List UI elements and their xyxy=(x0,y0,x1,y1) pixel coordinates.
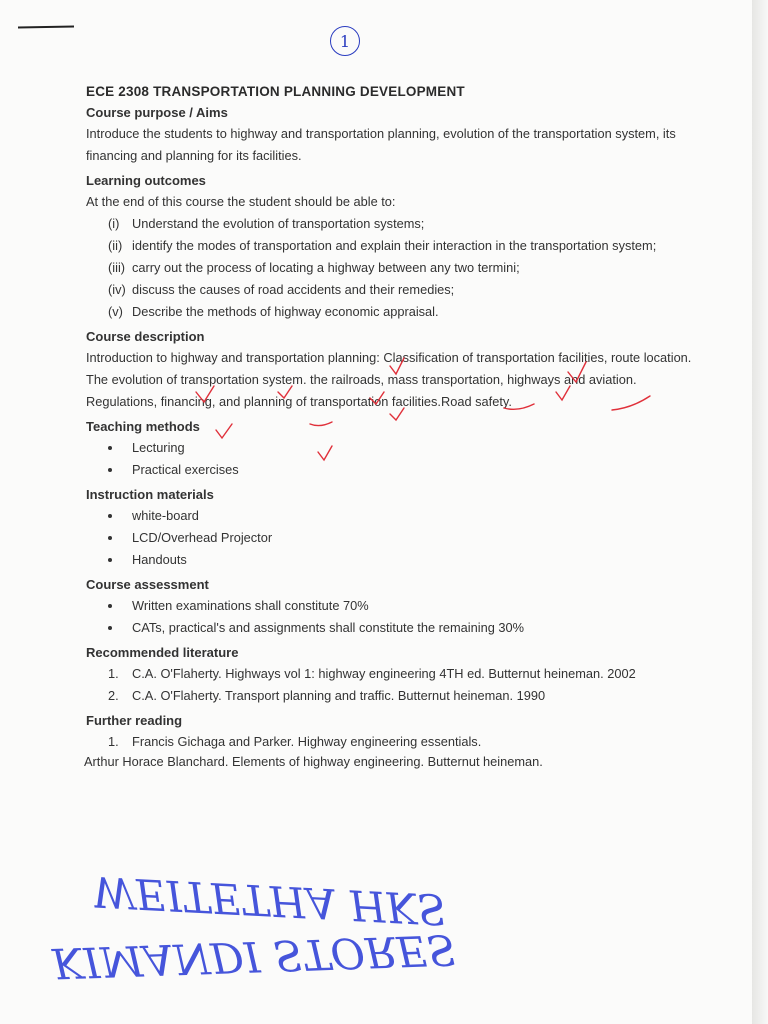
handwritten-page-number xyxy=(330,26,360,56)
course-purpose-heading: Course purpose / Aims xyxy=(86,105,228,120)
course-purpose-text: Introduce the students to highway and transportation planning, evolution of the transportation system, its financing and planning for its facilities. xyxy=(86,126,676,163)
list-item-text: Handouts xyxy=(132,552,187,567)
list-item xyxy=(108,213,696,235)
learning-outcomes-list xyxy=(86,213,696,323)
bullet-icon xyxy=(108,446,112,450)
document-body xyxy=(86,84,696,773)
list-item-text: carry out the process of locating a highway between any two termini; xyxy=(132,260,520,275)
list-item xyxy=(108,505,696,527)
list-item xyxy=(108,685,696,707)
list-item xyxy=(108,301,696,323)
list-item-text: discuss the causes of road accidents and their remedies; xyxy=(132,282,455,297)
handwriting-line: WEITETHA HKS xyxy=(90,866,448,935)
learning-outcomes-intro: At the end of this course the student should be able to: xyxy=(86,194,396,209)
page-number-text: 1 xyxy=(339,31,351,51)
list-marker: (ii) xyxy=(108,238,123,253)
list-item-text: Francis Gichaga and Parker. Highway engineering essentials. xyxy=(132,734,482,749)
bullet-icon xyxy=(108,514,112,518)
list-item-text: LCD/Overhead Projector xyxy=(132,530,273,545)
bullet-icon xyxy=(108,468,112,472)
handwriting-line: KIMANDI STORES xyxy=(51,924,457,989)
list-marker: (iii) xyxy=(108,260,126,275)
further-reading-list xyxy=(86,731,696,753)
list-item xyxy=(108,595,696,617)
bullet-icon xyxy=(108,626,112,630)
list-item xyxy=(108,731,696,753)
teaching-methods-heading: Teaching methods xyxy=(86,419,200,434)
list-marker: (v) xyxy=(108,304,123,319)
list-item-text: Describe the methods of highway economic appraisal. xyxy=(132,304,439,319)
list-item xyxy=(108,549,696,571)
teaching-methods-list xyxy=(86,437,696,481)
list-item xyxy=(108,527,696,549)
list-item-text: CATs, practical's and assignments shall constitute the remaining 30% xyxy=(132,620,524,635)
list-marker: 2. xyxy=(108,688,119,703)
list-item-text: Understand the evolution of transportation systems; xyxy=(132,216,425,231)
further-reading-heading: Further reading xyxy=(86,713,183,728)
list-item-text: identify the modes of transportation and explain their interaction in the transportation system; xyxy=(132,238,657,253)
instruction-materials-heading: Instruction materials xyxy=(86,487,214,502)
list-item xyxy=(108,663,696,685)
bullet-icon xyxy=(108,558,112,562)
list-item xyxy=(108,279,696,301)
list-item xyxy=(108,437,696,459)
list-item xyxy=(108,459,696,481)
bullet-icon xyxy=(108,604,112,608)
list-item-text: Practical exercises xyxy=(132,462,239,477)
further-reading-extra: Arthur Horace Blanchard. Elements of highway engineering. Butternut heineman. xyxy=(84,754,543,769)
list-item-text: Lecturing xyxy=(132,440,185,455)
list-item-text: white-board xyxy=(132,508,199,523)
list-item xyxy=(108,235,696,257)
list-item-text: C.A. O'Flaherty. Highways vol 1: highway engineering 4TH ed. Butternut heineman. 2002 xyxy=(132,666,636,681)
course-assessment-list xyxy=(86,595,696,639)
list-item xyxy=(108,617,696,639)
recommended-literature-heading: Recommended literature xyxy=(86,645,239,660)
recommended-literature-list xyxy=(86,663,696,707)
instruction-materials-list xyxy=(86,505,696,571)
list-item-text: Written examinations shall constitute 70% xyxy=(132,598,369,613)
list-marker: 1. xyxy=(108,734,119,749)
course-description-heading: Course description xyxy=(86,329,205,344)
course-description-text: Introduction to highway and transportation planning: Classification of transportation facilities, route location. The evolution of transportation system. the railroads, mass transportation, highways and aviation. Regulations, financing, and planning of transportation facilities.Road safety. xyxy=(86,350,692,409)
bullet-icon xyxy=(108,536,112,540)
learning-outcomes-heading: Learning outcomes xyxy=(86,173,206,188)
list-item xyxy=(108,257,696,279)
course-assessment-heading: Course assessment xyxy=(86,577,209,592)
handwritten-signature xyxy=(52,868,472,998)
list-marker: 1. xyxy=(108,666,119,681)
list-marker: (iv) xyxy=(108,282,126,297)
list-item-text: C.A. O'Flaherty. Transport planning and traffic. Butternut heineman. 1990 xyxy=(132,688,546,703)
list-marker: (i) xyxy=(108,216,120,231)
course-title: ECE 2308 TRANSPORTATION PLANNING DEVELOPMENT xyxy=(86,84,465,99)
page-edge xyxy=(752,0,768,1024)
